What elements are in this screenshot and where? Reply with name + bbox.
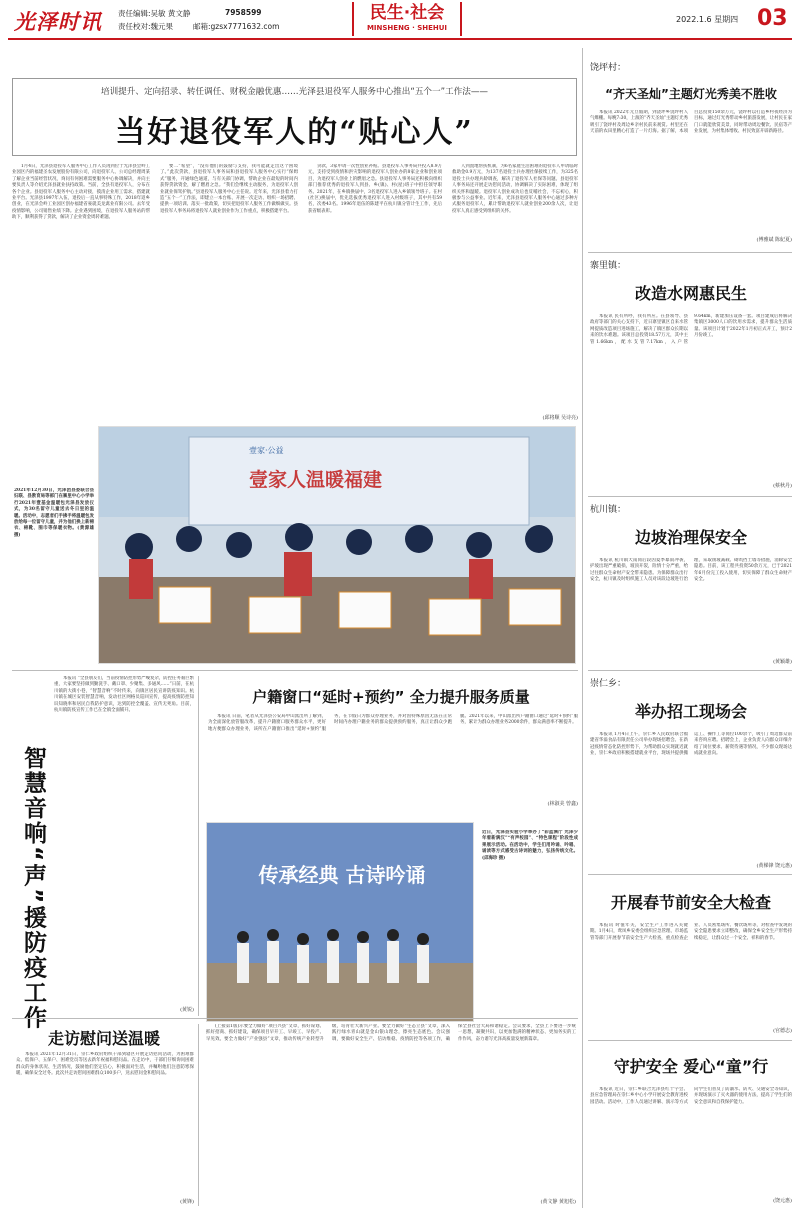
side-2-body: 本报讯 民有所呼，我有所应。在县领导、县政府等部门的关心支持下，近日寨里镇区自来水管网提质改造项目进场施工，解决了镇区群众长期以来的饮水难题。该项目总投资18.57万元，其中主管1.66km，配水支管7.17km，入户管9.64km，新建加压设备一套。项目建成后将解决集镇区3000人口的饮用水需求，提升群众生活质量。该项目计划于2022年1月初正式开工，预计2月份竣工。 bbox=[590, 314, 792, 345]
side-6 bbox=[590, 1046, 792, 1206]
side-5-title: 开展春节前安全大检查 bbox=[610, 893, 771, 912]
xiaocheng-body: (上接第1版)示要全力做好“项目兴县”文章，抓好谋划、抓好招商、抓好建设，确保项目早开工、早竣工、早投产、早见效。要全力做好“产业强县”文章，推动传统产业转型升级，培育壮大新兴产业。要全力做好“生态立县”文章，深入践行绿水青山就是金山银山理念，擦亮生态底色。会议强调，要做好安全生产、信访维稳、疫情防控等各项工作，确保全县社会大局和谐稳定。会议要求，全县上下要进一步统一思想，凝聚共识，以更加饱满的精神状态、更加务实的工作作风，奋力谱写光泽高质量发展新篇章。 bbox=[206, 1024, 576, 1042]
divider bbox=[12, 670, 578, 671]
side-3-title: 边坡治理保安全 bbox=[634, 528, 747, 547]
zoufang-body: 本报讯 2021年12月31日，崇仁乡政府组织干部到辖区开展走访慰问活动，为困难群众、低保户、五保户、困难党员等送去新年祝福和慰问品。在走访中，干部们仔细询问困难群众的身体状况、生活情况，鼓励他们坚定信心，积极面对生活，并嘱咐他们注意防寒保暖，确保安全过冬。此次共走访慰问困难群众100多户，送去慰问金和慰问品。 bbox=[16, 1052, 194, 1077]
photo2-scene bbox=[207, 823, 474, 1022]
side-4-body: 本报讯 1月4日上午，崇仁乡人民政府联合福建省华溢食品有限责任公司举办现场招聘会。在新冠疫情常态化防控形势下，为帮助群众实现就近就业，崇仁乡政府积极搭建就业平台，现场共提供搬运工、操作工等岗位100余个，吸引了周边群众前来咨询应聘。招聘会上，企业负责人向群众详细介绍了岗位要求、薪资待遇等情况，不少群众现场达成就业意向。 bbox=[590, 732, 792, 757]
huji-title: 户籍窗口“延时+预约” 全力提升服务质量 bbox=[252, 688, 530, 706]
phone: 7958599 bbox=[225, 8, 262, 17]
side-1 bbox=[590, 60, 792, 243]
divider bbox=[588, 874, 792, 875]
proof-line: 责任校对:魏元果 bbox=[118, 22, 174, 31]
issue-date: 2022.1.6 星期四 bbox=[676, 15, 739, 24]
photo1-caption: 2021年12月30日，光泽团县委联合县妇联、县教育局等部门在寨里中心小学举行2021年壹基金温暖包光泽县发放仪式，为30名留守儿童送去冬日里的温暖。活动中，志愿者们手拂手将温暖包发放给每一位留守儿童，并为他们换上新棉衣、棉靴、围巾等保暖衣物。(黄源雄 摄) bbox=[14, 488, 94, 538]
lead-col-2: 要二“希望”，“没有他们的鼓励与支持，我可能就走出这个困境了。”此次贷款，县退役军人事务局和县退役军人服务中心实行“保姆式”服务，开通绿色通道，与有关部门协调，帮助企业在最短的时间内获得贷款资金，解了燃眉之急。“我们会继续主动服务，为退役军人创业就业保驾护航。”县退役军人服务中心主任说。近年来，光泽县着力打造“五个一”工作法，即建立一本台账、开展一次走访、组织一场招聘、提供一项培训、落实一批政策，切实把退役军人服务工作做细做实。县退役军人事务局将退役军人就业创业作为工作重点，积极搭建平台。 bbox=[160, 164, 298, 214]
zhihui-title: 智慧音响“声”援防疫工作 bbox=[20, 746, 46, 1031]
lead-col-4: 人到置地帮扶机制，为6名家庭生活困难的退役军人申请临时救助金0.9万元，为137名退役士兵办理社保接续工作，为325名退役士兵办理兵龄调查，解决了退役军人社保等问题。县退役军人事务局还开展走访慰问活动，协调解决了实际困难，体现了组织关怀和温暖。退役军人创业成功后也反哺社会，不忘初心，积极参与公益事业。近年来，光泽县退役军人服务中心通过多种方式服务退役军人，累计帮助退役军人就业创业200余人次，让退役军人真正感受到组织的关怀。 bbox=[452, 164, 578, 214]
divider bbox=[588, 670, 792, 671]
lead-title: 当好退役军人的“贴心人” bbox=[115, 115, 474, 150]
zoufang-title: 走访慰问送温暖 bbox=[47, 1029, 160, 1048]
side-6-byline: (饶元惠) bbox=[773, 1198, 792, 1204]
side-2-byline: (蔡秋丹) bbox=[773, 483, 792, 489]
lead-kicker: 培训提升、定向招录、转任调任、财税金融优惠……光泽县退役军人服务中心推出“五个一”工作法—— bbox=[100, 87, 489, 97]
side-1-byline: (傅雅斌 陈紀夏) bbox=[756, 237, 792, 243]
side-4-title: 举办招工现场会 bbox=[634, 702, 747, 721]
photo2-banner: 传承经典 古诗吟诵 bbox=[258, 863, 426, 887]
photo1-badge: 壹家·公益 bbox=[249, 446, 284, 455]
photo-warm-package bbox=[98, 426, 576, 664]
side-1-title: “齐天圣灿”主题灯光秀美不胜收 bbox=[605, 87, 777, 101]
side-3 bbox=[590, 502, 792, 665]
divider bbox=[198, 676, 199, 1016]
editor-line: 责任编辑:吴敏 黄文静 bbox=[118, 9, 191, 18]
side-5 bbox=[590, 882, 792, 1032]
lead-byline: (邱将顺 吴诗亮) bbox=[542, 415, 578, 421]
side-2-tag: 寨里镇： bbox=[590, 261, 627, 271]
lead-col-3: 贷款，3家申请一次性创业补贴。县退役军人事务局共投入8.9万元，支持受到疫情和洪灾影响的退役军人创业办的8家企业和创业项目，为退役军人创业上的燃眉之急。县退役军人事务局还积极向组织部门推荐优秀的退役军人到县、乡(镇)、村(屋)班子中担任领导职务。2021年，在乡镇换届中，3名退役军人进入乡镇领导班子。在村(社区)换届中，优先选拔优秀退役军人进入村级班子，其中共有59名，次委43名。1996年退伍的陈建平在杭川镇分管计生工作，先后获省级表彰。 bbox=[308, 164, 442, 214]
page-number: 03 bbox=[757, 6, 788, 31]
huji-body: 本报讯 日前，笔者从光泽县公安局中山派出所了解到，为全面深化放管服改革，提升户籍窗口服务群众水平，更好地方便群众办理业务，该所在户籍窗口推出“延时+预约”服务，在节假日为群众办理业务，并对因特殊原因无法在正常时间内办理户籍业务的群众提供预约服务，真正让群众少跑腿。2021年以来，中山派出所户籍窗口通过“延时+预约”服务，累计为群众办理业务2000余件，群众满意率不断提升。 bbox=[208, 714, 578, 732]
side-5-byline: (官德志) bbox=[773, 1028, 792, 1034]
masthead-rule bbox=[8, 38, 792, 40]
side-1-body: 本报讯 2022年元旦假期，到饶坪乡饶坪村人气爆棚。每晚7:30，上演的“齐天圣灿”主题灯光秀吸引了饶坪村及周边乡亲村民前来观赏。村里还在天前的农田里精心打造了一片灯海。据了解，本项目总投资150余万元，饶坪村以打造乡村夜经济为目标，通过灯光秀带动乡村旅游发展，让村民在家门口就能欣赏美景，同时带动周边餐饮、民宿等产业发展，为村集体增收、村民致富开辟新路径。 bbox=[590, 110, 792, 135]
side-2 bbox=[590, 258, 792, 490]
divider bbox=[582, 48, 583, 1208]
masthead bbox=[0, 0, 800, 40]
zhihui-byline: (黄锐) bbox=[180, 1007, 194, 1013]
side-3-tag: 杭川镇： bbox=[590, 505, 627, 515]
side-4 bbox=[590, 676, 792, 868]
divider bbox=[588, 496, 792, 497]
xiaocheng-byline: (黄文静 黄旭松) bbox=[540, 1199, 576, 1205]
zhihui-body: 本报讯 “全县朋友们，当前疫情防控形势严峻复杂，防控任务艰巨繁重，大家要坚持做到勤洗手、戴口罩、少聚集、多通风……”日前，在杭川镇的大街小巷，“智慧音响”不时传来，向镇区居民宣讲防疫知识。杭川镇在城区安装智慧音响，发动社区网格员巡回宣传，提高疫情防控知识知晓率和居民自我防护意识，达到防控全覆盖、宣传无死角。目前，杭川镇防疫宣传工作已在全镇全面铺开。 bbox=[54, 676, 194, 714]
side-6-body: 本报讯 近日，崇仁乡联合光泽县红十字会、县应急管理局在崇仁乡中心小学开展安全教育进校园活动。活动中，工作人员通过讲解、演示等方式向学生们普及了防溺水、防火、交通安全等知识，并现场演示了灭火器的使用方法，提高了学生们的安全意识和自我保护能力。 bbox=[590, 1087, 792, 1105]
photo1-scene bbox=[99, 427, 576, 664]
photo-poetry bbox=[206, 822, 474, 1022]
section-box bbox=[352, 2, 462, 36]
lead-title-box bbox=[12, 78, 577, 156]
section-title: 民生·社会 bbox=[369, 3, 445, 23]
side-3-byline: (黄颖雄) bbox=[773, 659, 792, 665]
huji-byline: (林淑美 曾鑫) bbox=[547, 801, 578, 807]
logo: 光泽时讯 bbox=[14, 9, 102, 34]
side-4-tag: 崇仁乡： bbox=[590, 679, 627, 689]
zoufang-byline: (黄锋) bbox=[180, 1199, 194, 1205]
side-5-body: 本报讯 时值年关，安全生产工作进入关键期。1月4日，鸾凤乡安委会组织应急管理、市场监管等部门开展春节前安全生产大检查，重点检查企业、人员密集场所、餐饮场所等，对检查中发现的安全隐患要求立即整改，确保全乡安全生产形势持续稳定，让群众过一个安全、祥和的春节。 bbox=[590, 923, 792, 941]
divider bbox=[588, 1040, 792, 1041]
photo2-caption: 近日，光泽县实验小学举办了“彩蓝满厅 光泽少年看新满汉”“有声校园”、“特色课程”阶段性成果展示活动。在活动中，学生们用吟诵、吟唱、诵读等方式感受古诗词的魅力，弘扬传统文化。(邱海珍 摄) bbox=[482, 830, 578, 861]
side-2-title: 改造水网惠民生 bbox=[634, 284, 747, 303]
lead-col-1: 1月4日，光泽县退役军人服务中心工作人员再到位于光泽县会岭工业园区内的福建圣农发展股份有限公司，向退役军人、公司总经理周某了解企业当前经营状况，询问有何困难需要服务中心协调解决，并向主要负责人等介绍光泽县就业扶持政策。当前，全县有退役军人，分布在各个企业。县退役军人服务中心主动对接，摸清企业用工需求，搭建就业平台。光泽县1997年入伍，退役后一直从事特殊工作，2018年返乡创业，在光泽会岭工业园区创办福建省豪就美龙禽业有限公司。去年受疫情影响，公司销售业绩下降。企业遇到困境，在退役军人服务站的帮助下，顺利获得了贷款，解决了企业资金周转难题。 bbox=[12, 164, 150, 221]
side-4-byline: (黄梯锋 饶元惠) bbox=[756, 863, 792, 869]
section-pinyin: MINSHENG · SHEHUI bbox=[366, 24, 448, 32]
side-3-body: 本报讯 杭川镇大南岗后段因夏季暴雨冲袭，护坡出现严重破损，坡顶开裂，险情十分严重，给过往群众生命财产安全带来隐患。为保障群众出行安全，杭川镇及时组织施工人员对该段边坡进行治理，采取削坡减载、砌筑挡土墙等措施，消除安全隐患。目前，该工程共投资50余万元，已于2021年6月份完工投入使用，切实保障了群众生命财产安全。 bbox=[590, 558, 792, 583]
divider bbox=[588, 252, 792, 253]
divider bbox=[12, 1018, 578, 1019]
email: 邮箱:gzsx7771632.com bbox=[193, 22, 280, 31]
divider bbox=[198, 1024, 199, 1206]
side-1-tag: 饶坪村： bbox=[590, 63, 627, 73]
side-6-title: 守护安全 爱心“童”行 bbox=[613, 1057, 769, 1076]
photo1-banner: 壹家人温暖福建 bbox=[249, 469, 383, 491]
